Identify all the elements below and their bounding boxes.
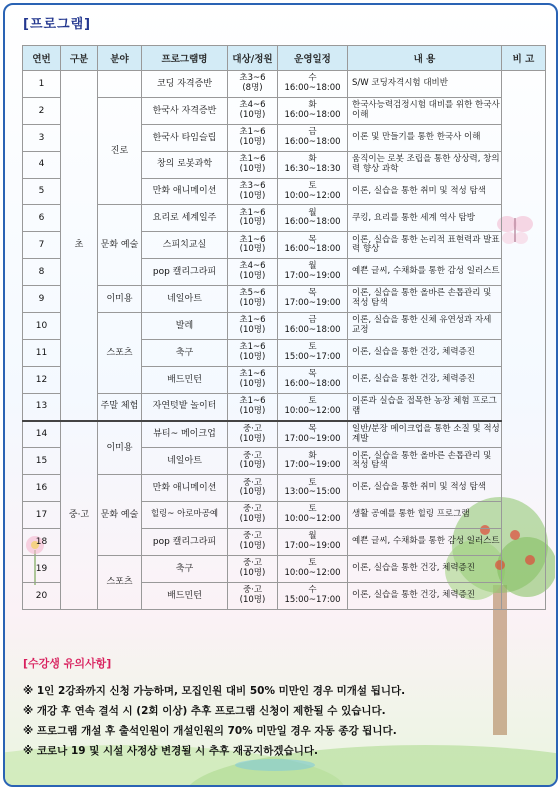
program-name: 배드민턴 <box>142 582 228 609</box>
schedule-cell: 토 10:00~12:00 <box>278 393 348 420</box>
header-content: 내 용 <box>348 46 502 71</box>
content-cell: 이론, 실습을 통한 건강, 체력증진 <box>348 366 502 393</box>
table-row <box>23 71 546 98</box>
schedule-cell: 화 16:30~18:30 <box>278 151 348 178</box>
target-cell: 중·고 (10명) <box>228 529 278 556</box>
row-no: 9 <box>23 286 61 313</box>
group-cell: 중·고 <box>61 421 98 610</box>
header-schedule: 운영일정 <box>278 46 348 71</box>
schedule-cell: 토 10:00~12:00 <box>278 556 348 583</box>
content-cell: 일반/분장 메이크업을 통한 소질 및 적성계발 <box>348 421 502 448</box>
target-cell: 초3~6 (8명) <box>228 71 278 98</box>
table-row <box>23 97 546 124</box>
schedule-cell: 토 10:00~12:00 <box>278 502 348 529</box>
target-cell: 중·고 (10명) <box>228 448 278 475</box>
note-item: ※ 1인 2강좌까지 신청 가능하며, 모집인원 대비 50% 미만인 경우 미개설 됩니다. <box>23 685 406 697</box>
target-cell: 중·고 (10명) <box>228 582 278 609</box>
row-no: 20 <box>23 582 61 609</box>
table-row <box>23 475 546 502</box>
content-cell: 이론, 실습을 통한 건강, 체력증진 <box>348 556 502 583</box>
program-name: 만화 애니메이션 <box>142 178 228 205</box>
row-no: 15 <box>23 448 61 475</box>
field-cell: 이미용 <box>98 286 142 313</box>
header-field: 분야 <box>98 46 142 71</box>
target-cell: 초4~6 (10명) <box>228 259 278 286</box>
program-name: 발레 <box>142 313 228 340</box>
row-no: 10 <box>23 313 61 340</box>
program-name: 자연텃밭 놀이터 <box>142 393 228 420</box>
program-name: 네일아트 <box>142 286 228 313</box>
header-group: 구분 <box>61 46 98 71</box>
program-name: 네일아트 <box>142 448 228 475</box>
schedule-cell: 목 17:00~19:00 <box>278 421 348 448</box>
row-no: 2 <box>23 97 61 124</box>
target-cell: 중·고 (10명) <box>228 475 278 502</box>
schedule-cell: 화 17:00~19:00 <box>278 448 348 475</box>
row-no: 17 <box>23 502 61 529</box>
field-cell: 진로 <box>98 97 142 205</box>
field-cell: 스포츠 <box>98 313 142 394</box>
target-cell: 초1~6 (10명) <box>228 205 278 232</box>
field-cell: 주말 체험 <box>98 393 142 420</box>
note-item: ※ 코로나 19 및 시설 사정상 변경될 시 추후 재공지하겠습니다. <box>23 745 318 757</box>
field-cell: 이미용 <box>98 421 142 475</box>
content-cell: 이론, 실습을 통한 건강, 체력증진 <box>348 339 502 366</box>
program-name: 한국사 자격증반 <box>142 97 228 124</box>
content-cell: 생활 공예를 통한 힐링 프로그램 <box>348 502 502 529</box>
schedule-cell: 월 17:00~19:00 <box>278 259 348 286</box>
schedule-cell: 화 16:00~18:00 <box>278 97 348 124</box>
row-no: 6 <box>23 205 61 232</box>
row-no: 4 <box>23 151 61 178</box>
schedule-cell: 목 16:00~18:00 <box>278 232 348 259</box>
section-title: [프로그램] <box>23 17 92 32</box>
table-row <box>23 393 546 420</box>
header-target: 대상/정원 <box>228 46 278 71</box>
schedule-cell: 월 16:00~18:00 <box>278 205 348 232</box>
content-cell: 예쁜 글씨, 수채화를 통한 감성 일러스트 <box>348 529 502 556</box>
content-cell: 이론, 실습을 통한 취미 및 적성 탐색 <box>348 178 502 205</box>
row-no: 19 <box>23 556 61 583</box>
content-cell: 쿠킹, 요리를 통한 세계 역사 탐방 <box>348 205 502 232</box>
schedule-cell: 목 17:00~19:00 <box>278 286 348 313</box>
schedule-cell: 수 15:00~17:00 <box>278 582 348 609</box>
content-cell: 이론, 실습을 통한 올바른 손톱관리 및 적성 탐색 <box>348 448 502 475</box>
field-cell: 문화 예술 <box>98 205 142 286</box>
table-row <box>23 313 546 340</box>
row-no: 5 <box>23 178 61 205</box>
header-no: 연번 <box>23 46 61 71</box>
program-table <box>22 45 546 610</box>
schedule-cell: 토 13:00~15:00 <box>278 475 348 502</box>
target-cell: 중·고 (10명) <box>228 421 278 448</box>
target-cell: 중·고 (10명) <box>228 502 278 529</box>
target-cell: 초1~6 (10명) <box>228 339 278 366</box>
note-item: ※ 개강 후 연속 결석 시 (2회 이상) 추후 프로그램 신청이 제한될 수 있습니다. <box>23 705 386 717</box>
schedule-cell: 월 17:00~19:00 <box>278 529 348 556</box>
program-name: 한국사 타임슬립 <box>142 124 228 151</box>
content-cell: 이론과 실습을 접목한 농장 체험 프로그램 <box>348 393 502 420</box>
content-cell: 예쁜 글씨, 수채화를 통한 감성 일러스트 <box>348 259 502 286</box>
program-name: 축구 <box>142 556 228 583</box>
target-cell: 초1~6 (10명) <box>228 393 278 420</box>
row-no: 16 <box>23 475 61 502</box>
field-cell: 문화 예술 <box>98 475 142 556</box>
notes-title: [수강생 유의사항] <box>23 657 112 670</box>
content-cell: 움직이는 로봇 조립을 통한 상상력, 창의력 향상 과학 <box>348 151 502 178</box>
target-cell: 초3~6 (10명) <box>228 178 278 205</box>
program-name: 스피치교실 <box>142 232 228 259</box>
target-cell: 초1~6 (10명) <box>228 151 278 178</box>
content-cell: 이론, 실습을 통한 신체 유연성과 자세 교정 <box>348 313 502 340</box>
row-no: 14 <box>23 421 61 448</box>
program-name: 힐링~ 아로마공예 <box>142 502 228 529</box>
table-row <box>23 421 546 448</box>
field-cell <box>98 71 142 98</box>
schedule-cell: 목 16:00~18:00 <box>278 366 348 393</box>
row-no: 7 <box>23 232 61 259</box>
schedule-cell: 토 15:00~17:00 <box>278 339 348 366</box>
target-cell: 초1~6 (10명) <box>228 124 278 151</box>
program-name: 코딩 자격증반 <box>142 71 228 98</box>
header-program: 프로그램명 <box>142 46 228 71</box>
row-no: 8 <box>23 259 61 286</box>
field-cell: 스포츠 <box>98 556 142 610</box>
row-no: 13 <box>23 393 61 420</box>
program-name: 축구 <box>142 339 228 366</box>
program-name: 뷰티~ 메이크업 <box>142 421 228 448</box>
target-cell: 중·고 (10명) <box>228 556 278 583</box>
program-name: pop 캘리그라피 <box>142 529 228 556</box>
table-header-row <box>23 46 546 71</box>
program-name: 창의 로봇과학 <box>142 151 228 178</box>
schedule-cell: 토 10:00~12:00 <box>278 178 348 205</box>
content-cell: S/W 코딩자격시험 대비반 <box>348 71 502 98</box>
target-cell: 초1~6 (10명) <box>228 366 278 393</box>
note-cell <box>502 71 546 610</box>
program-name: pop 캘리그라피 <box>142 259 228 286</box>
content-cell: 이론 및 만들기를 통한 한국사 이해 <box>348 124 502 151</box>
header-note: 비 고 <box>502 46 546 71</box>
content-cell: 이론, 실습을 통한 올바른 손톱관리 및 적성 탐색 <box>348 286 502 313</box>
content-cell: 이론, 실습을 통한 논리적 표현력과 발표력 향상 <box>348 232 502 259</box>
table-row <box>23 205 546 232</box>
content-cell: 한국사능력검정시험 대비를 위한 한국사 이해 <box>348 97 502 124</box>
row-no: 11 <box>23 339 61 366</box>
program-name: 배드민턴 <box>142 366 228 393</box>
schedule-cell: 금 16:00~18:00 <box>278 313 348 340</box>
schedule-cell: 금 16:00~18:00 <box>278 124 348 151</box>
program-name: 요리로 세계일주 <box>142 205 228 232</box>
schedule-cell: 수 16:00~18:00 <box>278 71 348 98</box>
content-cell: 이론, 실습을 통한 취미 및 적성 탐색 <box>348 475 502 502</box>
content-cell: 이론, 실습을 통한 건강, 체력증진 <box>348 582 502 609</box>
row-no: 1 <box>23 71 61 98</box>
target-cell: 초1~6 (10명) <box>228 232 278 259</box>
row-no: 3 <box>23 124 61 151</box>
row-no: 18 <box>23 529 61 556</box>
program-name: 만화 애니메이션 <box>142 475 228 502</box>
group-cell: 초 <box>61 71 98 421</box>
target-cell: 초5~6 (10명) <box>228 286 278 313</box>
row-no: 12 <box>23 366 61 393</box>
target-cell: 초1~6 (10명) <box>228 313 278 340</box>
table-row <box>23 286 546 313</box>
note-item: ※ 프로그램 개설 후 출석인원이 개설인원의 70% 미만일 경우 자동 종강 됩니다. <box>23 725 397 737</box>
page-frame <box>3 3 558 787</box>
table-row <box>23 556 546 583</box>
target-cell: 초4~6 (10명) <box>228 97 278 124</box>
